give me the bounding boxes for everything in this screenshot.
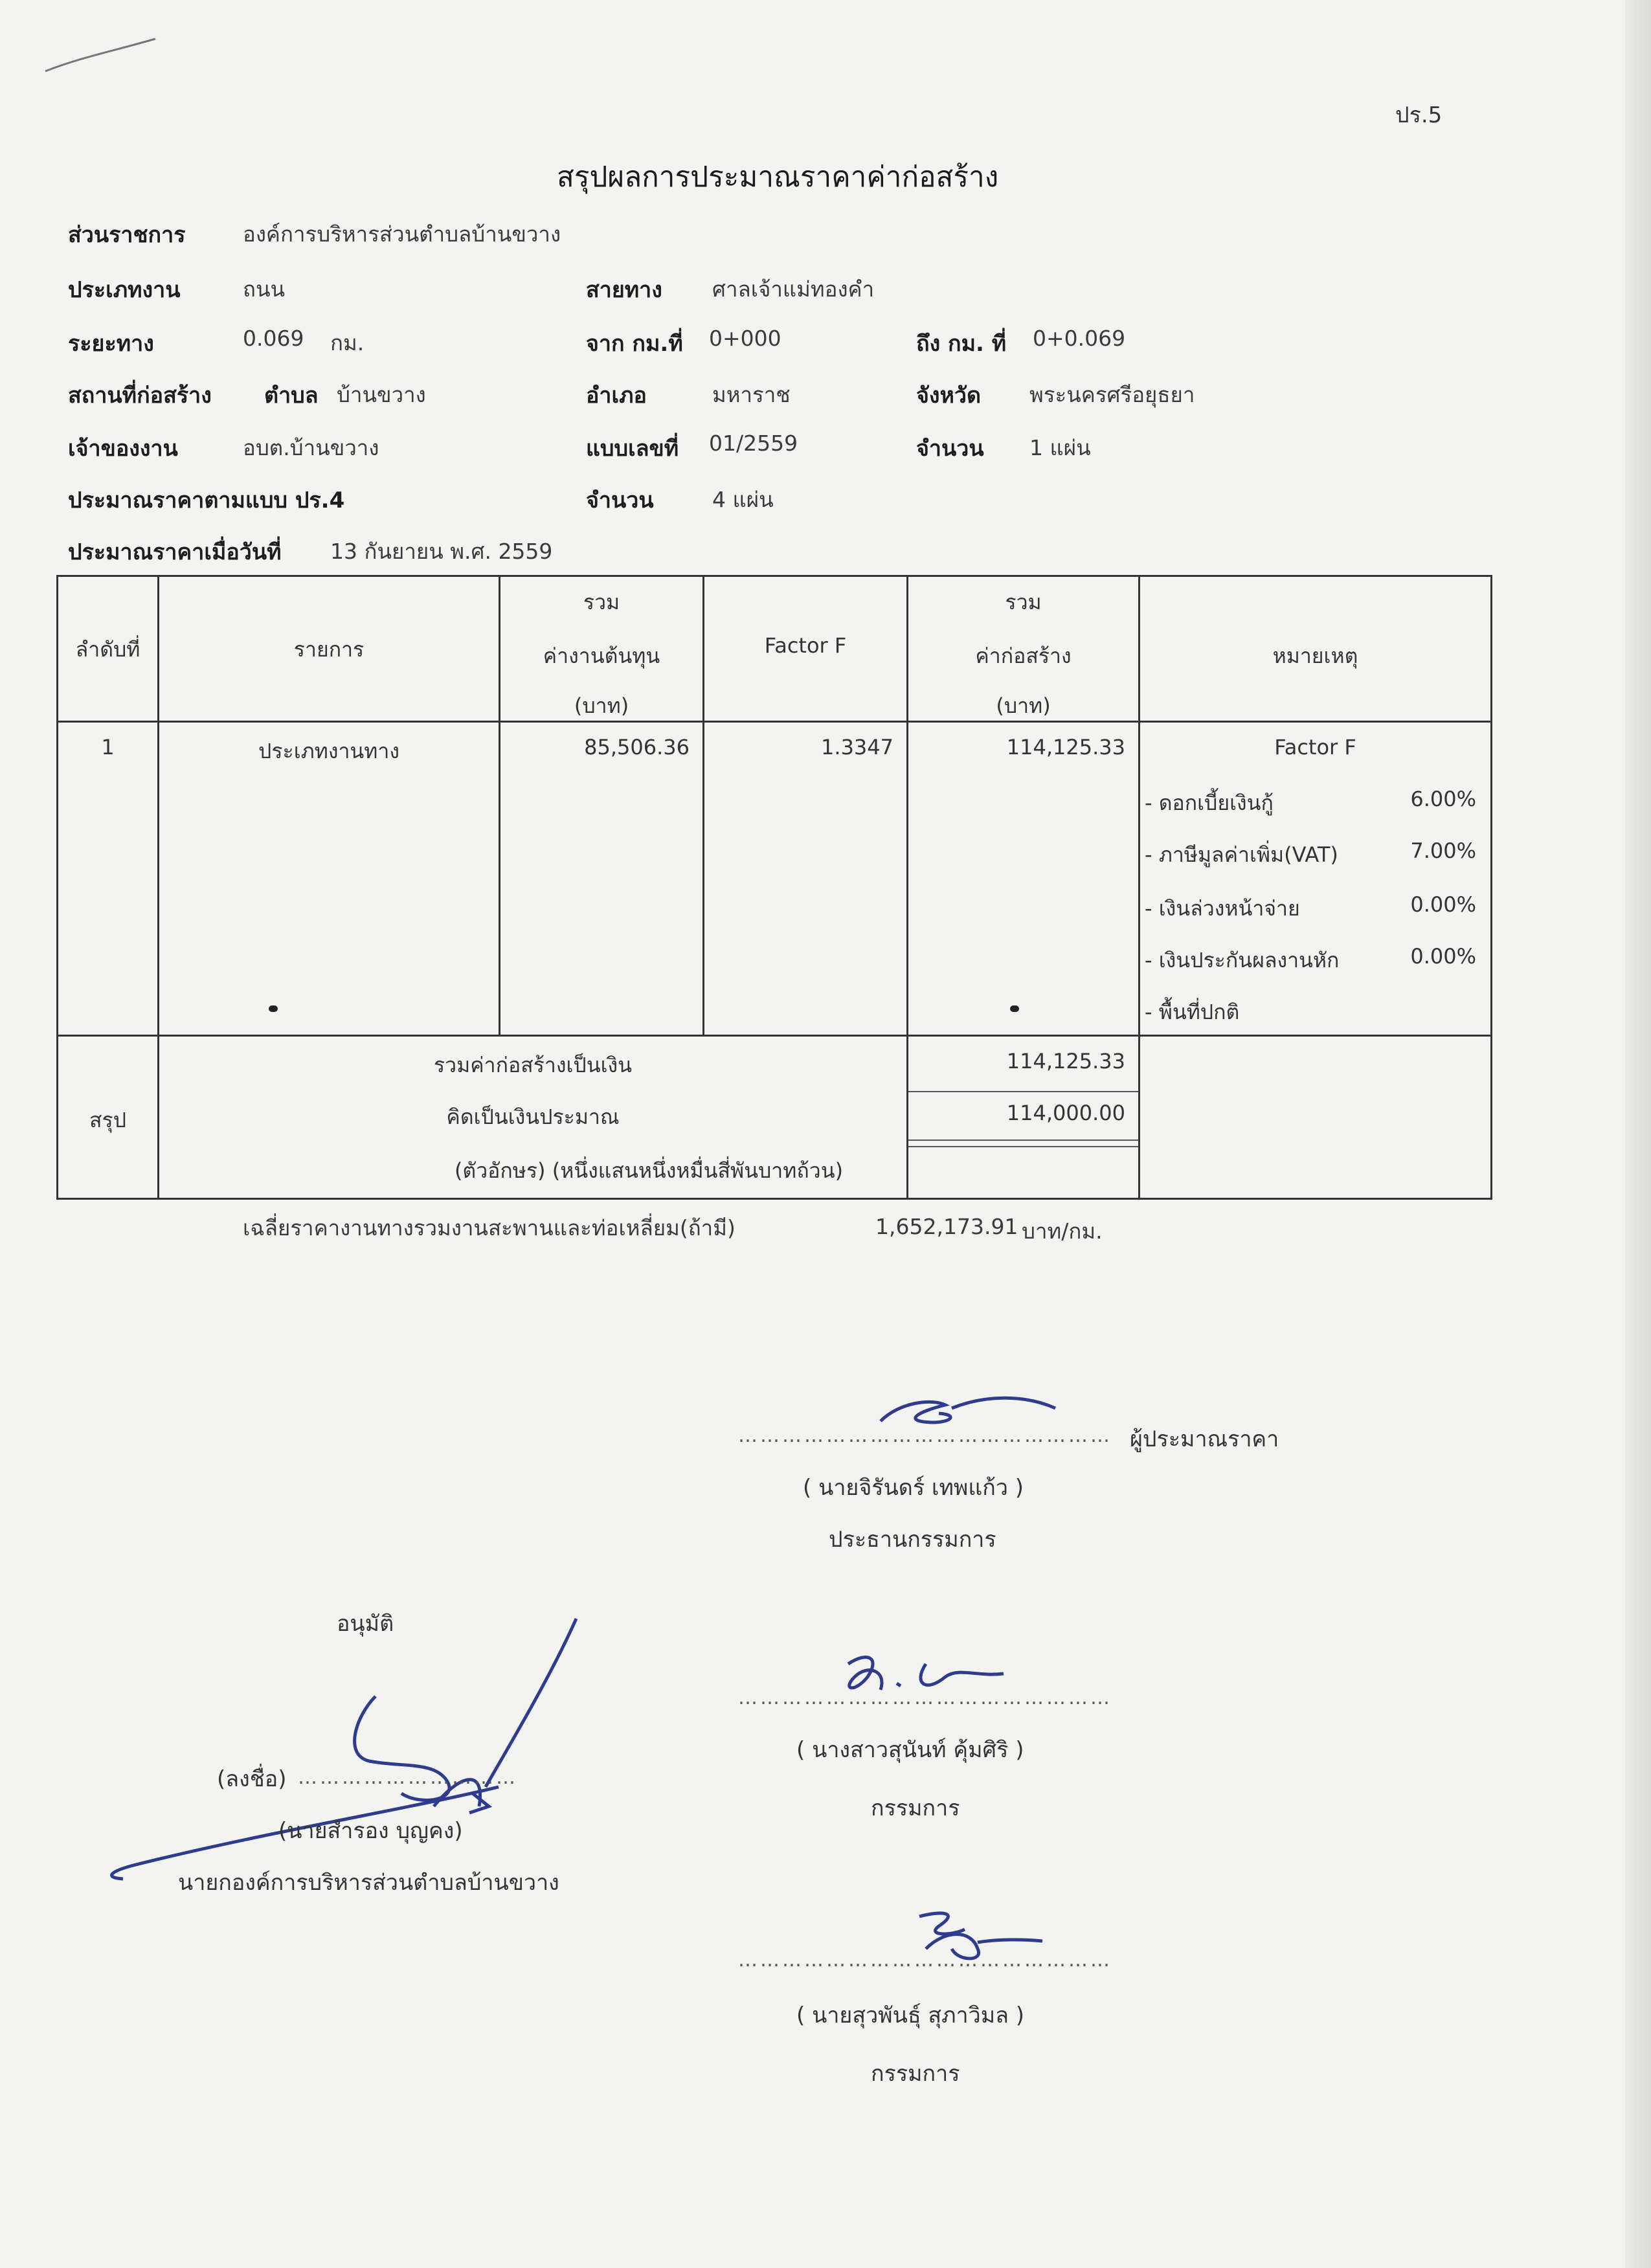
summary-approx-value: 114,000.00 — [1006, 1101, 1125, 1125]
col-header-no: ลำดับที่ — [75, 637, 140, 662]
owner-label: เจ้าของงาน — [68, 436, 178, 462]
estimate-form-label: ประมาณราคาตามแบบ ปร.4 — [68, 488, 345, 513]
from-km-label: จาก กม.ที่ — [586, 331, 683, 357]
summary-approx-label: คิดเป็นเงินประมาณ — [446, 1105, 620, 1129]
table-border-top — [56, 575, 1492, 577]
remark-value-vat: 7.00% — [1410, 838, 1476, 863]
work-type-value: ถนน — [243, 276, 286, 302]
approx-underline-1 — [906, 1140, 1138, 1141]
district-value: มหาราช — [712, 382, 791, 407]
site-label: สถานที่ก่อสร้าง — [68, 383, 212, 409]
col-header-cost-l2: ค่างานต้นทุน — [543, 644, 660, 668]
approver-position: นายกองค์การบริหารส่วนตำบลบ้านขวาง — [178, 1870, 559, 1896]
remark-value-retention: 0.00% — [1410, 944, 1476, 969]
table-body-divider — [56, 1035, 1492, 1037]
route-label: สายทาง — [586, 277, 662, 303]
remark-heading: Factor F — [1274, 735, 1356, 759]
col-header-total-l2: ค่าก่อสร้าง — [975, 644, 1072, 668]
estimate-sheets-label: จำนวน — [586, 488, 654, 513]
row-cost: 85,506.36 — [584, 735, 690, 759]
remark-label-vat: - ภาษีมูลค่าเพิ่ม(VAT) — [1145, 842, 1338, 867]
province-value: พระนครศรีอยุธยา — [1029, 382, 1195, 407]
subdistrict-value: บ้านขวาง — [337, 382, 426, 407]
distance-label: ระยะทาง — [68, 331, 154, 357]
member-1-name: ( นางสาวสุนันท์ คุ้มศิริ ) — [796, 1737, 1024, 1763]
remark-value-interest: 6.00% — [1410, 787, 1476, 811]
summary-label: สรุป — [89, 1108, 127, 1132]
member-2-name: ( นายสุวพันธุ์ สุภาวิมล ) — [796, 2003, 1025, 2028]
sheets-label: จำนวน — [916, 436, 984, 462]
average-value: 1,652,173.91 — [875, 1214, 1018, 1239]
signature-line-member-2: …………………………………………… — [738, 1949, 1112, 1971]
col-header-cost-l1: รวม — [583, 590, 620, 614]
plan-no-label: แบบเลขที่ — [586, 436, 679, 462]
agency-value: องค์การบริหารส่วนตำบลบ้านขวาง — [243, 221, 561, 247]
signature-approver — [97, 1612, 602, 1897]
approve-label: อนุมัติ — [337, 1611, 394, 1637]
estimator-role: ผู้ประมาณราคา — [1130, 1426, 1279, 1452]
summary-total-label: รวมค่าก่อสร้างเป็นเงิน — [433, 1053, 633, 1077]
owner-value: อบต.บ้านขวาง — [243, 435, 379, 460]
page-edge-shadow — [1625, 0, 1651, 2268]
ink-mark — [1010, 1005, 1019, 1012]
scan-mark — [39, 26, 168, 91]
table-header-divider — [56, 721, 1492, 723]
route-value: ศาลเจ้าแม่ทองคำ — [712, 276, 875, 302]
table-border-bottom — [56, 1198, 1492, 1200]
col-header-item: รายการ — [293, 637, 365, 662]
signature-line-chairman: …………………………………………… — [738, 1424, 1112, 1447]
approx-underline-2 — [906, 1146, 1138, 1147]
row-total: 114,125.33 — [1006, 735, 1125, 759]
agency-label: ส่วนราชการ — [68, 222, 186, 248]
col-header-total-l1: รวม — [1005, 590, 1042, 614]
subdistrict-label: ตำบล — [264, 383, 319, 409]
total-underline — [906, 1091, 1138, 1092]
average-unit: บาท/กม. — [1022, 1218, 1103, 1244]
table-border-right — [1490, 575, 1492, 1200]
chairman-position: ประธานกรรมการ — [829, 1527, 996, 1553]
row-no: 1 — [101, 735, 115, 759]
remark-label-advance: - เงินล่วงหน้าจ่าย — [1145, 896, 1300, 921]
remark-label-interest: - ดอกเบี้ยเงินกู้ — [1145, 791, 1274, 815]
ink-mark — [269, 1005, 278, 1012]
sign-label: (ลงชื่อ) — [217, 1766, 287, 1792]
form-code: ปร.5 — [1395, 102, 1443, 128]
remark-value-advance: 0.00% — [1410, 892, 1476, 917]
district-label: อำเภอ — [586, 383, 647, 409]
work-type-label: ประเภทงาน — [68, 277, 181, 303]
summary-total-value: 114,125.33 — [1006, 1049, 1125, 1073]
estimate-sheets-value: 4 แผ่น — [712, 487, 774, 512]
estimate-date-label: ประมาณราคาเมื่อวันที่ — [68, 539, 282, 565]
col-header-total-l3: (บาท) — [996, 693, 1051, 718]
row-item: ประเภทงานทาง — [258, 739, 399, 763]
member-2-position: กรรมการ — [871, 2061, 960, 2087]
plan-no-value: 01/2559 — [709, 431, 798, 456]
col-header-factor: Factor F — [764, 633, 847, 658]
distance-value: 0.069 — [243, 326, 304, 351]
col-header-remark: หมายเหตุ — [1272, 644, 1358, 668]
row-factor: 1.3347 — [821, 735, 893, 759]
distance-unit: กม. — [330, 330, 365, 355]
signature-line-member-1: …………………………………………… — [738, 1687, 1112, 1709]
sheets-value: 1 แผ่น — [1029, 435, 1091, 460]
estimate-date-value: 13 กันยายน พ.ศ. 2559 — [330, 539, 553, 564]
page-title: สรุปผลการประมาณราคาค่าก่อสร้าง — [557, 161, 999, 194]
summary-amount-words: (ตัวอักษร) (หนึ่งแสนหนึ่งหมื่นสี่พันบาทถ้วน) — [454, 1158, 844, 1183]
chairman-name: ( นายจิรันดร์ เทพแก้ว ) — [803, 1475, 1024, 1501]
remark-label-retention: - เงินประกันผลงานหัก — [1145, 948, 1340, 972]
to-km-label: ถึง กม. ที่ — [916, 331, 1007, 357]
remark-label-area: - พื้นที่ปกติ — [1145, 1000, 1240, 1024]
average-label: เฉลี่ยราคางานทางรวมงานสะพานและท่อเหลี่ยม(ถ้ามี) — [243, 1215, 736, 1241]
member-1-position: กรรมการ — [871, 1795, 960, 1821]
province-label: จังหวัด — [916, 383, 982, 409]
col-header-cost-l3: (บาท) — [574, 693, 629, 718]
signature-line-approver: ………………………… — [298, 1766, 518, 1789]
approver-name: (นายสำรอง บุญคง) — [278, 1818, 463, 1844]
from-km-value: 0+000 — [709, 326, 781, 351]
to-km-value: 0+0.069 — [1033, 326, 1126, 351]
